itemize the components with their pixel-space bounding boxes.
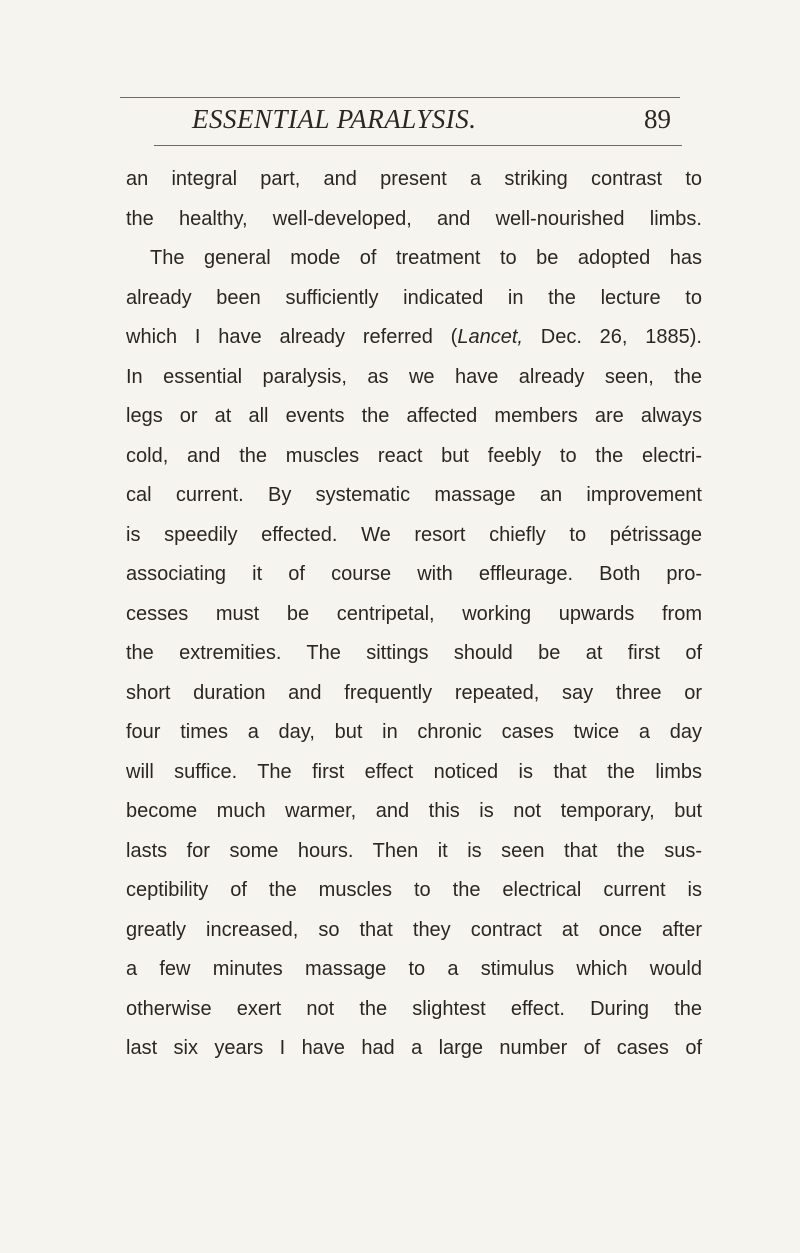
text-line: last six years I have had a large number of cases of: [126, 1037, 702, 1059]
text-line: short duration and frequently repeated, say three or: [126, 681, 702, 704]
text-line: cold, and the muscles react but feebly to the electri-: [126, 444, 702, 467]
header-bottom-rule: [154, 145, 682, 146]
paragraph-start-line: The general mode of treatment to be adopted has: [150, 247, 702, 269]
text-line: the extremities. The sittings should be at first of: [126, 642, 702, 664]
text-line: legs or at all events the affected members are always: [126, 405, 702, 427]
text-line: ceptibility of the muscles to the electrical current is: [126, 879, 702, 901]
header-top-rule: [120, 97, 680, 98]
text-line: In essential paralysis, as we have already seen, the: [126, 365, 702, 388]
text-line: already been sufficiently indicated in the lecture to: [126, 286, 702, 309]
text-line: cesses must be centripetal, working upwards from: [126, 602, 702, 625]
journal-title: Lancet,: [457, 326, 523, 348]
text-line: an integral part, and present a striking contrast to: [126, 168, 702, 190]
text-line: cal current. By systematic massage an improvement: [126, 484, 702, 506]
text-line: the healthy, well-developed, and well-nourished limbs.: [126, 207, 702, 230]
running-title: ESSENTIAL PARALYSIS.: [192, 104, 477, 134]
text-line: will suffice. The first effect noticed is that the limbs: [126, 760, 702, 783]
text-line: greatly increased, so that they contract at once after: [126, 918, 702, 941]
text-line: is speedily effected. We resort chiefly to pétrissage: [126, 523, 702, 546]
text-line-with-citation: [126, 318, 702, 358]
text-line: a few minutes massage to a stimulus which would: [126, 958, 702, 980]
text-line: lasts for some hours. Then it is seen that the sus-: [126, 839, 702, 862]
body-text: [126, 160, 702, 1069]
text-line: become much warmer, and this is not temporary, but: [126, 800, 702, 822]
citation-lead-text: which I have already referred (: [126, 326, 458, 348]
text-line: otherwise exert not the slightest effect. During the: [126, 997, 702, 1020]
text-line: associating it of course with effleurage. Both pro-: [126, 563, 702, 585]
page-number: 89: [644, 104, 671, 134]
citation-trail-text: Dec. 26, 1885).: [522, 326, 702, 348]
text-line: four times a day, but in chronic cases twice a day: [126, 721, 702, 743]
